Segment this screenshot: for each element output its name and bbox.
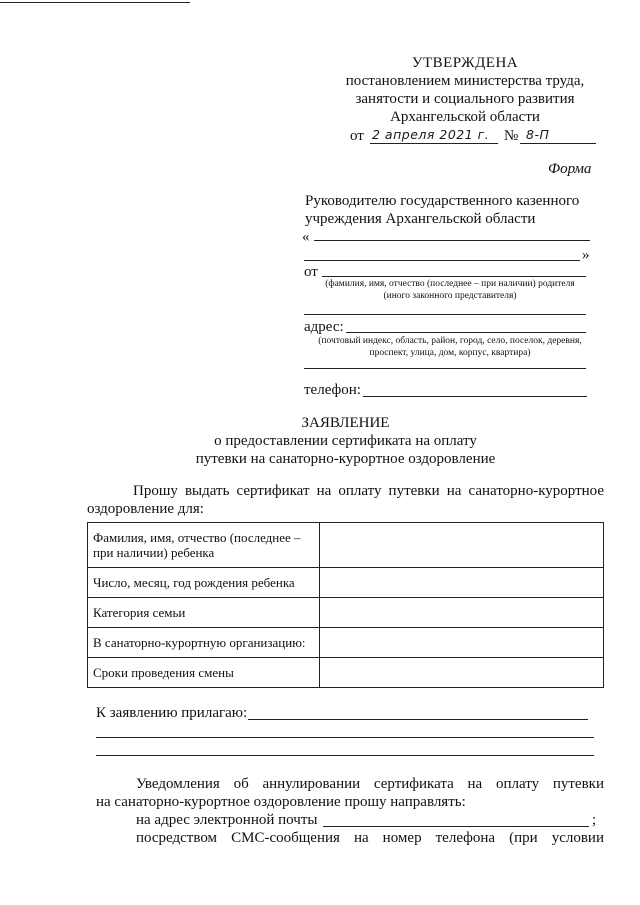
approval-line-3: Архангельской области [390,109,540,125]
request-line-1: Прошу выдать сертификат на оплату путевки на санаторно-курортное [133,483,604,499]
address-hint-1: (почтовый индекс, область, район, город, село, поселок, деревня, [318,336,582,346]
attach-line-3[interactable] [96,755,594,756]
email-label: на адрес электронной почты [136,812,318,828]
attach-line-1[interactable] [248,719,588,720]
address-line-2[interactable] [304,368,586,369]
approval-date: 2 апреля 2021 г. [372,127,490,142]
row-label-family-category: Категория семьи [88,598,320,628]
close-quote: » [582,247,590,263]
row-value-sanatorium[interactable] [320,628,604,658]
applicant-name-line-2[interactable] [304,314,586,315]
approval-title: УТВЕРЖДЕНА [411,55,519,71]
notify-line-1: Уведомления об аннулировании сертификата на оплату путевки [136,776,604,792]
sms-line: посредством СМС-сообщения на номер телефона (при условии [136,830,604,846]
attach-label: К заявлению прилагаю: [96,705,248,721]
address-hint-2: проспект, улица, дом, корпус, квартира) [369,348,531,358]
approval-line-2: занятости и социального развития [355,91,575,107]
row-label-shift-dates: Сроки проведения смены [88,658,320,688]
addressee-line-2: учреждения Архангельской области [305,211,536,227]
row-label-child-name: Фамилия, имя, отчество (последнее – при наличии) ребенка [88,523,320,568]
institution-name-line-1[interactable] [314,240,590,241]
approval-line-1: постановлением министерства труда, [345,73,585,89]
addressee-line-1: Руководителю государственного казенного [305,193,580,209]
form-label: Форма [548,161,592,177]
approval-date-line [370,143,498,144]
row-value-shift-dates[interactable] [320,658,604,688]
table-row [88,568,604,598]
top-rule [0,2,190,3]
table-row [88,523,604,568]
address-label: адрес: [304,319,344,335]
approval-number-line [520,143,596,144]
row-label-birth-date: Число, месяц, год рождения ребенка [88,568,320,598]
document-subtitle-1: о предоставлении сертификата на оплату [214,433,477,449]
child-info-table [87,522,604,688]
document-title: ЗАЯВЛЕНИЕ [301,415,390,431]
attach-line-2[interactable] [96,737,594,738]
row-label-sanatorium: В санаторно-курортную организацию: [88,628,320,658]
table-row [88,658,604,688]
phone-label: телефон: [304,382,361,398]
row-value-child-name[interactable] [320,523,604,568]
institution-name-line-2[interactable] [304,260,580,261]
request-line-2: оздоровление для: [87,501,204,517]
notify-line-2: на санаторно-курортное оздоровление прошу направлять: [96,794,466,810]
approval-number: 8-П [526,127,550,142]
row-value-family-category[interactable] [320,598,604,628]
applicant-hint-1: (фамилия, имя, отчество (последнее – при наличии) родителя [325,279,575,289]
row-value-birth-date[interactable] [320,568,604,598]
open-quote: « [302,229,310,245]
document-subtitle-2: путевки на санаторно-курортное оздоровление [195,451,496,467]
approval-number-label: № [504,128,519,144]
address-line-1[interactable] [346,332,586,333]
applicant-hint-2: (иного законного представителя) [383,291,517,301]
email-line[interactable] [323,826,589,827]
phone-line[interactable] [363,396,587,397]
table-row [88,628,604,658]
applicant-name-line[interactable] [322,276,586,277]
email-end: ; [592,812,597,828]
table-row [88,598,604,628]
from-label: от [304,264,318,280]
approval-from-label: от [350,128,364,144]
